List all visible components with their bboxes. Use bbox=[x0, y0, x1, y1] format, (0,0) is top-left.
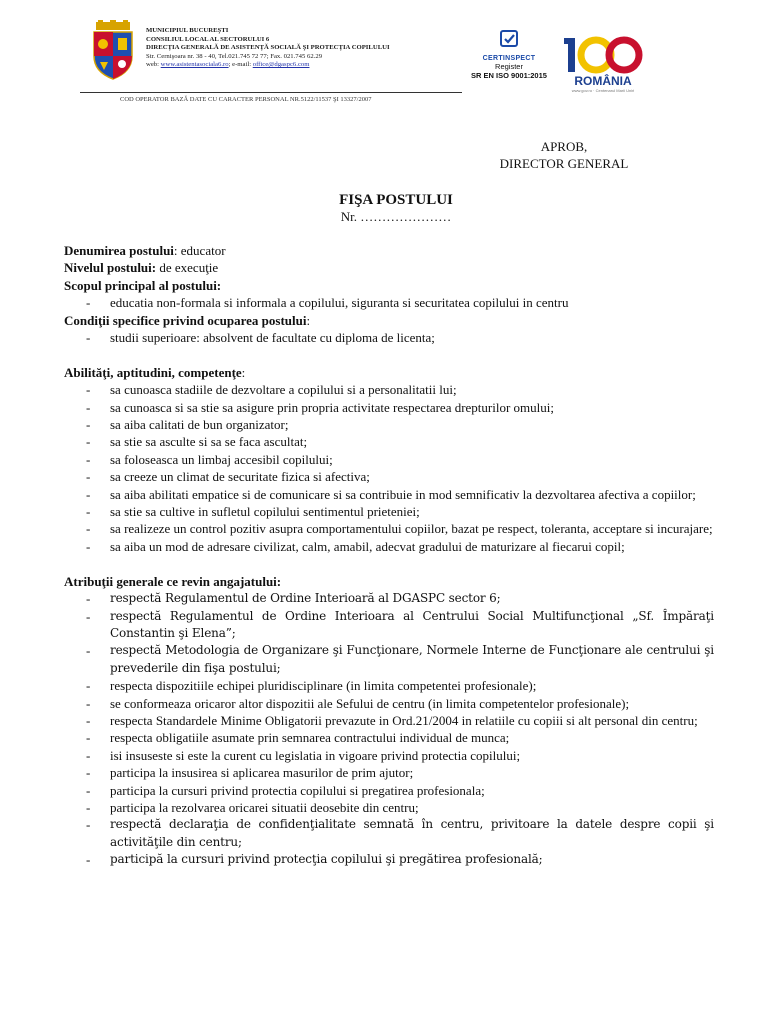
cert-register: Register bbox=[495, 62, 523, 71]
duty-item: respecta Standardele Minime Obligatorii prevazute in Ord.21/2004 in relatiile cu copiii si alt personal din centru; bbox=[110, 712, 698, 728]
abilities-suffix: : bbox=[241, 364, 246, 380]
list-item bbox=[64, 399, 714, 416]
bullet-dash: - bbox=[86, 486, 91, 502]
conditions-label: Condiţii specifice privind ocuparea postului bbox=[64, 312, 307, 328]
list-item bbox=[64, 520, 714, 537]
institution-line: MUNICIPIUL BUCUREŞTI bbox=[146, 27, 229, 34]
duty-item: se conformeaza oricaror altor dispozitii ale Sefului de centru (in limita competentelor profesionale); bbox=[110, 695, 630, 711]
approval-signatory: DIRECTOR GENERAL bbox=[499, 156, 629, 171]
duty-item: participa la rezolvarea oricarei situatii deosebite din centru; bbox=[110, 799, 419, 815]
bullet-dash: - bbox=[86, 538, 91, 554]
ability-item: sa creeze un climat de securitate fizica si afectiva; bbox=[110, 469, 370, 485]
romania-centenary-label: ROMÂNIA bbox=[574, 74, 632, 88]
approval-line: APROB, bbox=[540, 139, 588, 154]
list-item bbox=[64, 729, 714, 746]
conditions-item: studii superioare: absolvent de facultate cu diploma de licenta; bbox=[110, 330, 435, 346]
ability-item: sa stie sa asculte si sa se faca ascultat; bbox=[110, 434, 308, 450]
post-name-value: : educator bbox=[173, 243, 226, 258]
bullet-dash: - bbox=[86, 382, 91, 398]
document-body bbox=[64, 242, 714, 869]
certification-badge bbox=[466, 30, 552, 80]
bullet-dash: - bbox=[86, 799, 91, 815]
ability-item: sa realizeze un control pozitiv asupra comportamentului copiilor, bazat pe respect, toleranta, acceptare si incurajare; bbox=[110, 521, 713, 537]
header-divider bbox=[80, 92, 462, 93]
bullet-dash: - bbox=[86, 434, 91, 450]
institution-line: CONSILIUL LOCAL AL SECTORULUI 6 bbox=[146, 35, 270, 43]
duty-item: participa la insusirea si aplicarea masurilor de prim ajutor; bbox=[110, 765, 414, 781]
web-label: web: bbox=[146, 61, 161, 69]
duty-item: respecta obligatiile asumate prin semnarea contractului individual de munca; bbox=[110, 730, 510, 746]
ability-item: sa aiba abilitati empatice si de comunicare si sa contribuie in mod semnificativ la dezvoltarea afectiva a copiilor; bbox=[110, 486, 696, 502]
operator-code-line: COD OPERATOR BAZĂ DATE CU CARACTER PERSONAL NR.5122/11537 ŞI 13327/2007 bbox=[120, 96, 372, 103]
duties-heading: Atribuţii generale ce revin angajatului: bbox=[64, 573, 282, 589]
list-item bbox=[64, 695, 714, 712]
spacer bbox=[64, 555, 714, 572]
post-level-label: Nivelul postului: bbox=[64, 260, 157, 276]
bullet-dash: - bbox=[86, 417, 91, 433]
bullet-dash: - bbox=[86, 591, 91, 607]
list-item bbox=[64, 294, 714, 311]
conditions-suffix: : bbox=[306, 312, 311, 328]
email-label: ; e-mail: bbox=[228, 61, 253, 69]
bullet-dash: - bbox=[86, 765, 91, 781]
scope-item: educatia non-formala si informala a copilului, siguranta si securitatea copilului in centru bbox=[110, 295, 569, 311]
duty-item: participă la cursuri privind protecţia copilului şi pregătirea profesională; bbox=[110, 852, 543, 867]
ability-item: sa aiba un mod de adresare civilizat, calm, amabil, adecvat gradului de maturizare al fiecarui copil; bbox=[110, 538, 625, 554]
duty-item: respectă Regulamentul de Ordine Interioara al Centrului Social Multifuncţional „Sf. Împăraţi Constantin şi Elena”; bbox=[110, 608, 714, 640]
bullet-dash: - bbox=[86, 695, 91, 711]
list-item bbox=[64, 486, 714, 503]
spacer bbox=[64, 346, 714, 363]
bullet-dash: - bbox=[86, 678, 91, 694]
list-item bbox=[64, 677, 714, 694]
institution-line: DIRECŢIA GENERALĂ DE ASISTENŢĂ SOCIALĂ ŞI PROTECŢIA COPILULUI bbox=[146, 44, 390, 52]
list-item bbox=[64, 782, 714, 799]
scope-heading: Scopul principal al postului: bbox=[64, 277, 222, 293]
bullet-dash: - bbox=[86, 295, 91, 311]
bullet-dash: - bbox=[86, 504, 91, 520]
bullet-dash: - bbox=[86, 330, 91, 346]
bullet-dash: - bbox=[86, 469, 91, 485]
list-item bbox=[64, 381, 714, 398]
sector-6-coat-of-arms-icon bbox=[88, 20, 138, 80]
post-level-value: de execuţie bbox=[156, 260, 219, 276]
romania-centenary-subline: www.gov.ro · Centenarul Marii Uniri bbox=[571, 88, 635, 93]
list-item bbox=[64, 642, 714, 677]
bullet-dash: - bbox=[86, 782, 91, 798]
cert-brand: CERTINSPECT bbox=[482, 55, 536, 62]
abilities-label: Abilităţi, aptitudini, competenţe bbox=[64, 364, 242, 380]
list-item bbox=[64, 764, 714, 781]
bullet-dash: - bbox=[86, 852, 91, 868]
duty-item: respectă Metodologia de Organizare şi Funcţionare, Normele Interne de Funcţionare ale centrului şi prevederile din fişa postului; bbox=[110, 643, 714, 675]
bullet-dash: - bbox=[86, 608, 91, 624]
document-number: Nr. ………………… bbox=[340, 209, 452, 224]
list-item bbox=[64, 799, 714, 816]
ability-item: sa foloseasca un limbaj accesibil copilului; bbox=[110, 451, 333, 467]
email-link[interactable]: office@dgaspc6.com bbox=[252, 61, 310, 69]
duty-item: respecta dispozitiile echipei pluridisciplinare (in limita competentei profesionale); bbox=[110, 678, 537, 694]
post-name-field bbox=[64, 242, 714, 259]
list-item bbox=[64, 451, 714, 468]
institution-block bbox=[146, 27, 390, 70]
list-item bbox=[64, 712, 714, 729]
conditions-heading bbox=[64, 312, 714, 329]
bullet-dash: - bbox=[86, 399, 91, 415]
list-item bbox=[64, 329, 714, 346]
bullet-dash: - bbox=[86, 521, 91, 537]
ability-item: sa cunoasca si sa stie sa asigure prin propria activitate respectarea drepturilor omului; bbox=[110, 399, 554, 415]
cert-standard: SR EN ISO 9001:2015 bbox=[471, 71, 547, 80]
letterhead bbox=[0, 0, 768, 112]
duty-item: respectă Regulamentul de Ordine Interioară al DGASPC sector 6; bbox=[110, 591, 501, 606]
list-item bbox=[64, 433, 714, 450]
certinspect-logo-icon bbox=[498, 30, 520, 50]
list-item bbox=[64, 590, 714, 607]
ability-item: sa cunoasca stadiile de dezvoltare a copilului si a personalitatii lui; bbox=[110, 382, 457, 398]
duty-item: participa la cursuri privind protectia copilului si pregatirea profesionala; bbox=[110, 782, 485, 798]
list-item bbox=[64, 608, 714, 643]
bullet-dash: - bbox=[86, 730, 91, 746]
list-item bbox=[64, 538, 714, 555]
abilities-heading bbox=[64, 364, 714, 381]
list-item bbox=[64, 416, 714, 433]
ability-item: sa aiba calitati de bun organizator; bbox=[110, 417, 289, 433]
bullet-dash: - bbox=[86, 817, 91, 833]
post-name-label: Denumirea postului bbox=[64, 243, 174, 258]
ability-item: sa stie sa cultive in sufletul copilului sentimentul prieteniei; bbox=[110, 504, 420, 520]
duty-item: respectă declaraţia de confidenţialitate semnată în centru, privitoare la datele despre copii şi activităţile din centru; bbox=[110, 817, 714, 849]
duty-item: isi insuseste si este la curent cu legislatia in vigoare privind protectia copilului; bbox=[110, 747, 521, 763]
bullet-dash: - bbox=[86, 643, 91, 659]
post-level-field bbox=[64, 259, 714, 276]
list-item bbox=[64, 851, 714, 868]
bullet-dash: - bbox=[86, 747, 91, 763]
approval-block bbox=[486, 138, 642, 172]
institution-address: Str. Cernişoara nr. 38 - 40, Tel.021.745 72 77; Fax. 021.745 62.29 bbox=[146, 52, 323, 60]
document-title: FIŞA POSTULUI bbox=[339, 192, 453, 208]
list-item bbox=[64, 503, 714, 520]
list-item bbox=[64, 747, 714, 764]
bullet-dash: - bbox=[86, 712, 91, 728]
list-item bbox=[64, 816, 714, 851]
website-link[interactable]: www.asistentasociala6.ro bbox=[160, 61, 229, 69]
bullet-dash: - bbox=[86, 451, 91, 467]
institution-contact bbox=[146, 61, 390, 70]
list-item bbox=[64, 468, 714, 485]
